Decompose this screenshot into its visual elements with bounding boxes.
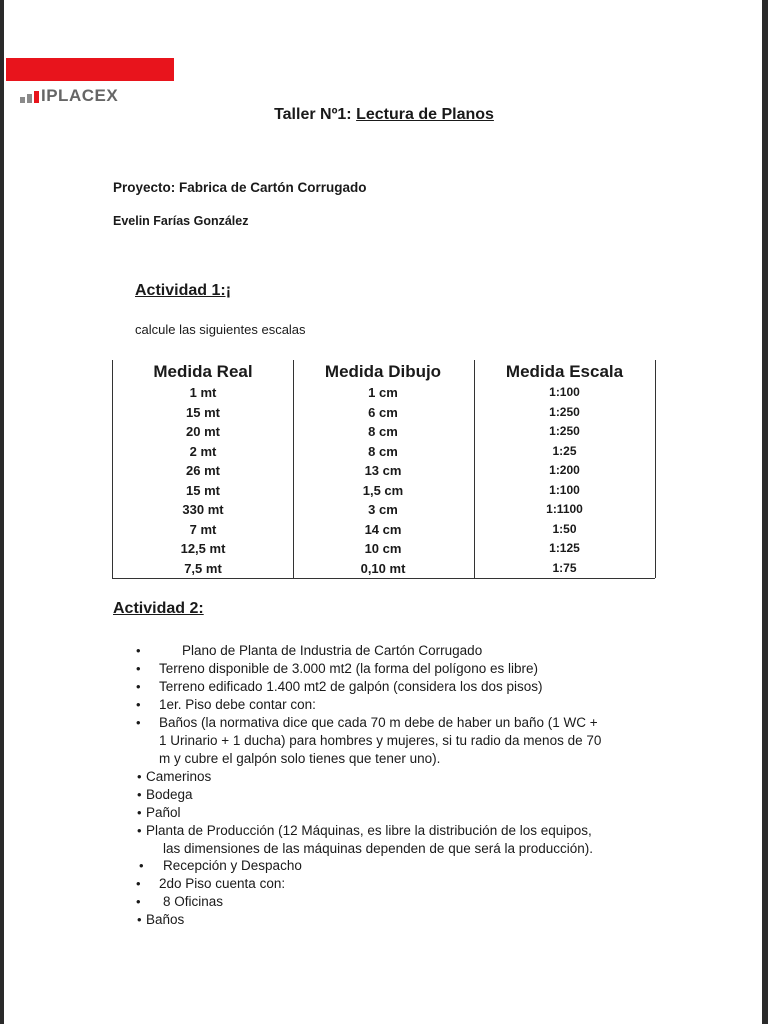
header-medida-real: Medida Real	[153, 362, 253, 381]
list-item: Baños	[146, 912, 185, 927]
column-escala	[474, 360, 656, 578]
table-cell: 330 mt	[182, 502, 224, 517]
table-cell: 3 cm	[368, 502, 398, 517]
bullet-dot: •	[137, 769, 142, 784]
document-title	[0, 106, 768, 124]
logo-text: IPLACEX	[41, 86, 119, 105]
table-cell: 14 cm	[364, 521, 402, 537]
bullet-dot: •	[137, 823, 142, 838]
table-cell: 1:250	[549, 424, 580, 438]
list-item: Camerinos	[146, 769, 212, 784]
bullet-dot: •	[136, 876, 141, 891]
table-cell: 1:50	[552, 521, 577, 536]
table-cell: 1 cm	[368, 385, 398, 400]
table-cell: 1:250	[549, 404, 580, 419]
list-item: Recepción y Despacho	[163, 858, 302, 873]
table-cell: 7,5 mt	[184, 560, 222, 576]
table-cell: 1:125	[549, 541, 580, 555]
table-cell: 20 mt	[186, 424, 220, 439]
list-item: Bodega	[146, 787, 193, 802]
list-item: Pañol	[146, 805, 181, 820]
column-dibujo	[292, 360, 475, 578]
header-medida-dibujo: Medida Dibujo	[324, 362, 442, 381]
table-cell: 1 mt	[189, 385, 217, 400]
bullet-dot: •	[136, 697, 141, 712]
table-cell: 6 cm	[368, 404, 398, 420]
bullet-dot: •	[137, 787, 142, 802]
table-cell: 1:100	[549, 482, 580, 497]
title-label: Taller Nº1:	[274, 106, 352, 123]
title-topic: Lectura de Planos	[356, 106, 494, 123]
author-line: Evelin Farías González	[113, 214, 249, 228]
table-cell: 2 mt	[189, 443, 217, 459]
table-cell: 8 cm	[368, 443, 398, 459]
table-cell: 0,10 mt	[360, 560, 406, 576]
list-item: 1er. Piso debe contar con:	[159, 697, 316, 712]
table-cell: 8 cm	[368, 424, 398, 439]
activity1-instruction: calcule las siguientes escalas	[135, 322, 306, 337]
table-cell: 1:1100	[546, 502, 583, 516]
column-real	[112, 360, 294, 578]
table-cell: 1,5 cm	[362, 482, 404, 498]
header-medida-escala: Medida Escala	[505, 362, 624, 381]
list-item: Plano de Planta de Industria de Cartón Corrugado	[182, 643, 483, 658]
logo-mark-icon	[20, 89, 39, 103]
list-item-continuation: 1 Urinario + 1 ducha) para hombres y mujeres, si tu radio da menos de 70	[159, 733, 602, 748]
activity1-title: Actividad 1:¡	[135, 282, 232, 299]
table-cell: 26 mt	[186, 463, 220, 478]
table-cell: 13 cm	[364, 463, 402, 478]
bullet-dot: •	[136, 643, 141, 658]
project-line: Proyecto: Fabrica de Cartón Corrugado	[113, 180, 367, 195]
iplacex-logo	[20, 87, 118, 105]
list-item: 8 Oficinas	[163, 894, 224, 909]
list-item: 2do Piso cuenta con:	[159, 876, 286, 891]
header-red-bar	[6, 58, 174, 81]
list-item: Terreno disponible de 3.000 mt2 (la forma del polígono es libre)	[159, 661, 538, 676]
table-cell: 15 mt	[186, 404, 220, 420]
scale-table	[112, 360, 655, 579]
table-cell: 15 mt	[186, 482, 220, 498]
bullet-dot: •	[136, 661, 141, 676]
right-frame-border	[762, 0, 768, 1024]
table-cell: 1:25	[552, 443, 577, 458]
table-cell: 12,5 mt	[180, 541, 226, 556]
bullet-dot: •	[137, 805, 142, 820]
bullet-dot: •	[136, 894, 141, 909]
list-item: Planta de Producción (12 Máquinas, es libre la distribución de los equipos,	[146, 823, 592, 838]
activity2-title: Actividad 2:	[113, 600, 204, 617]
bullet-dot: •	[139, 858, 144, 873]
table-cell: 10 cm	[364, 541, 402, 556]
bullet-dot: •	[136, 715, 141, 730]
left-frame-border	[0, 0, 4, 1024]
table-cell: 1:100	[549, 385, 580, 399]
table-cell: 1:200	[549, 463, 580, 477]
bullet-dot: •	[136, 679, 141, 694]
list-item-continuation: m y cubre el galpón solo tienes que tener uno).	[159, 751, 441, 766]
list-item: Terreno edificado 1.400 mt2 de galpón (considera los dos pisos)	[159, 679, 543, 694]
bullet-dot: •	[137, 912, 142, 927]
table-cell: 1:75	[552, 560, 577, 575]
list-item-continuation: las dimensiones de las máquinas dependen de que será la producción).	[163, 841, 594, 856]
table-cell: 7 mt	[189, 521, 217, 537]
list-item: Baños (la normativa dice que cada 70 m debe de haber un baño (1 WC +	[159, 715, 598, 730]
